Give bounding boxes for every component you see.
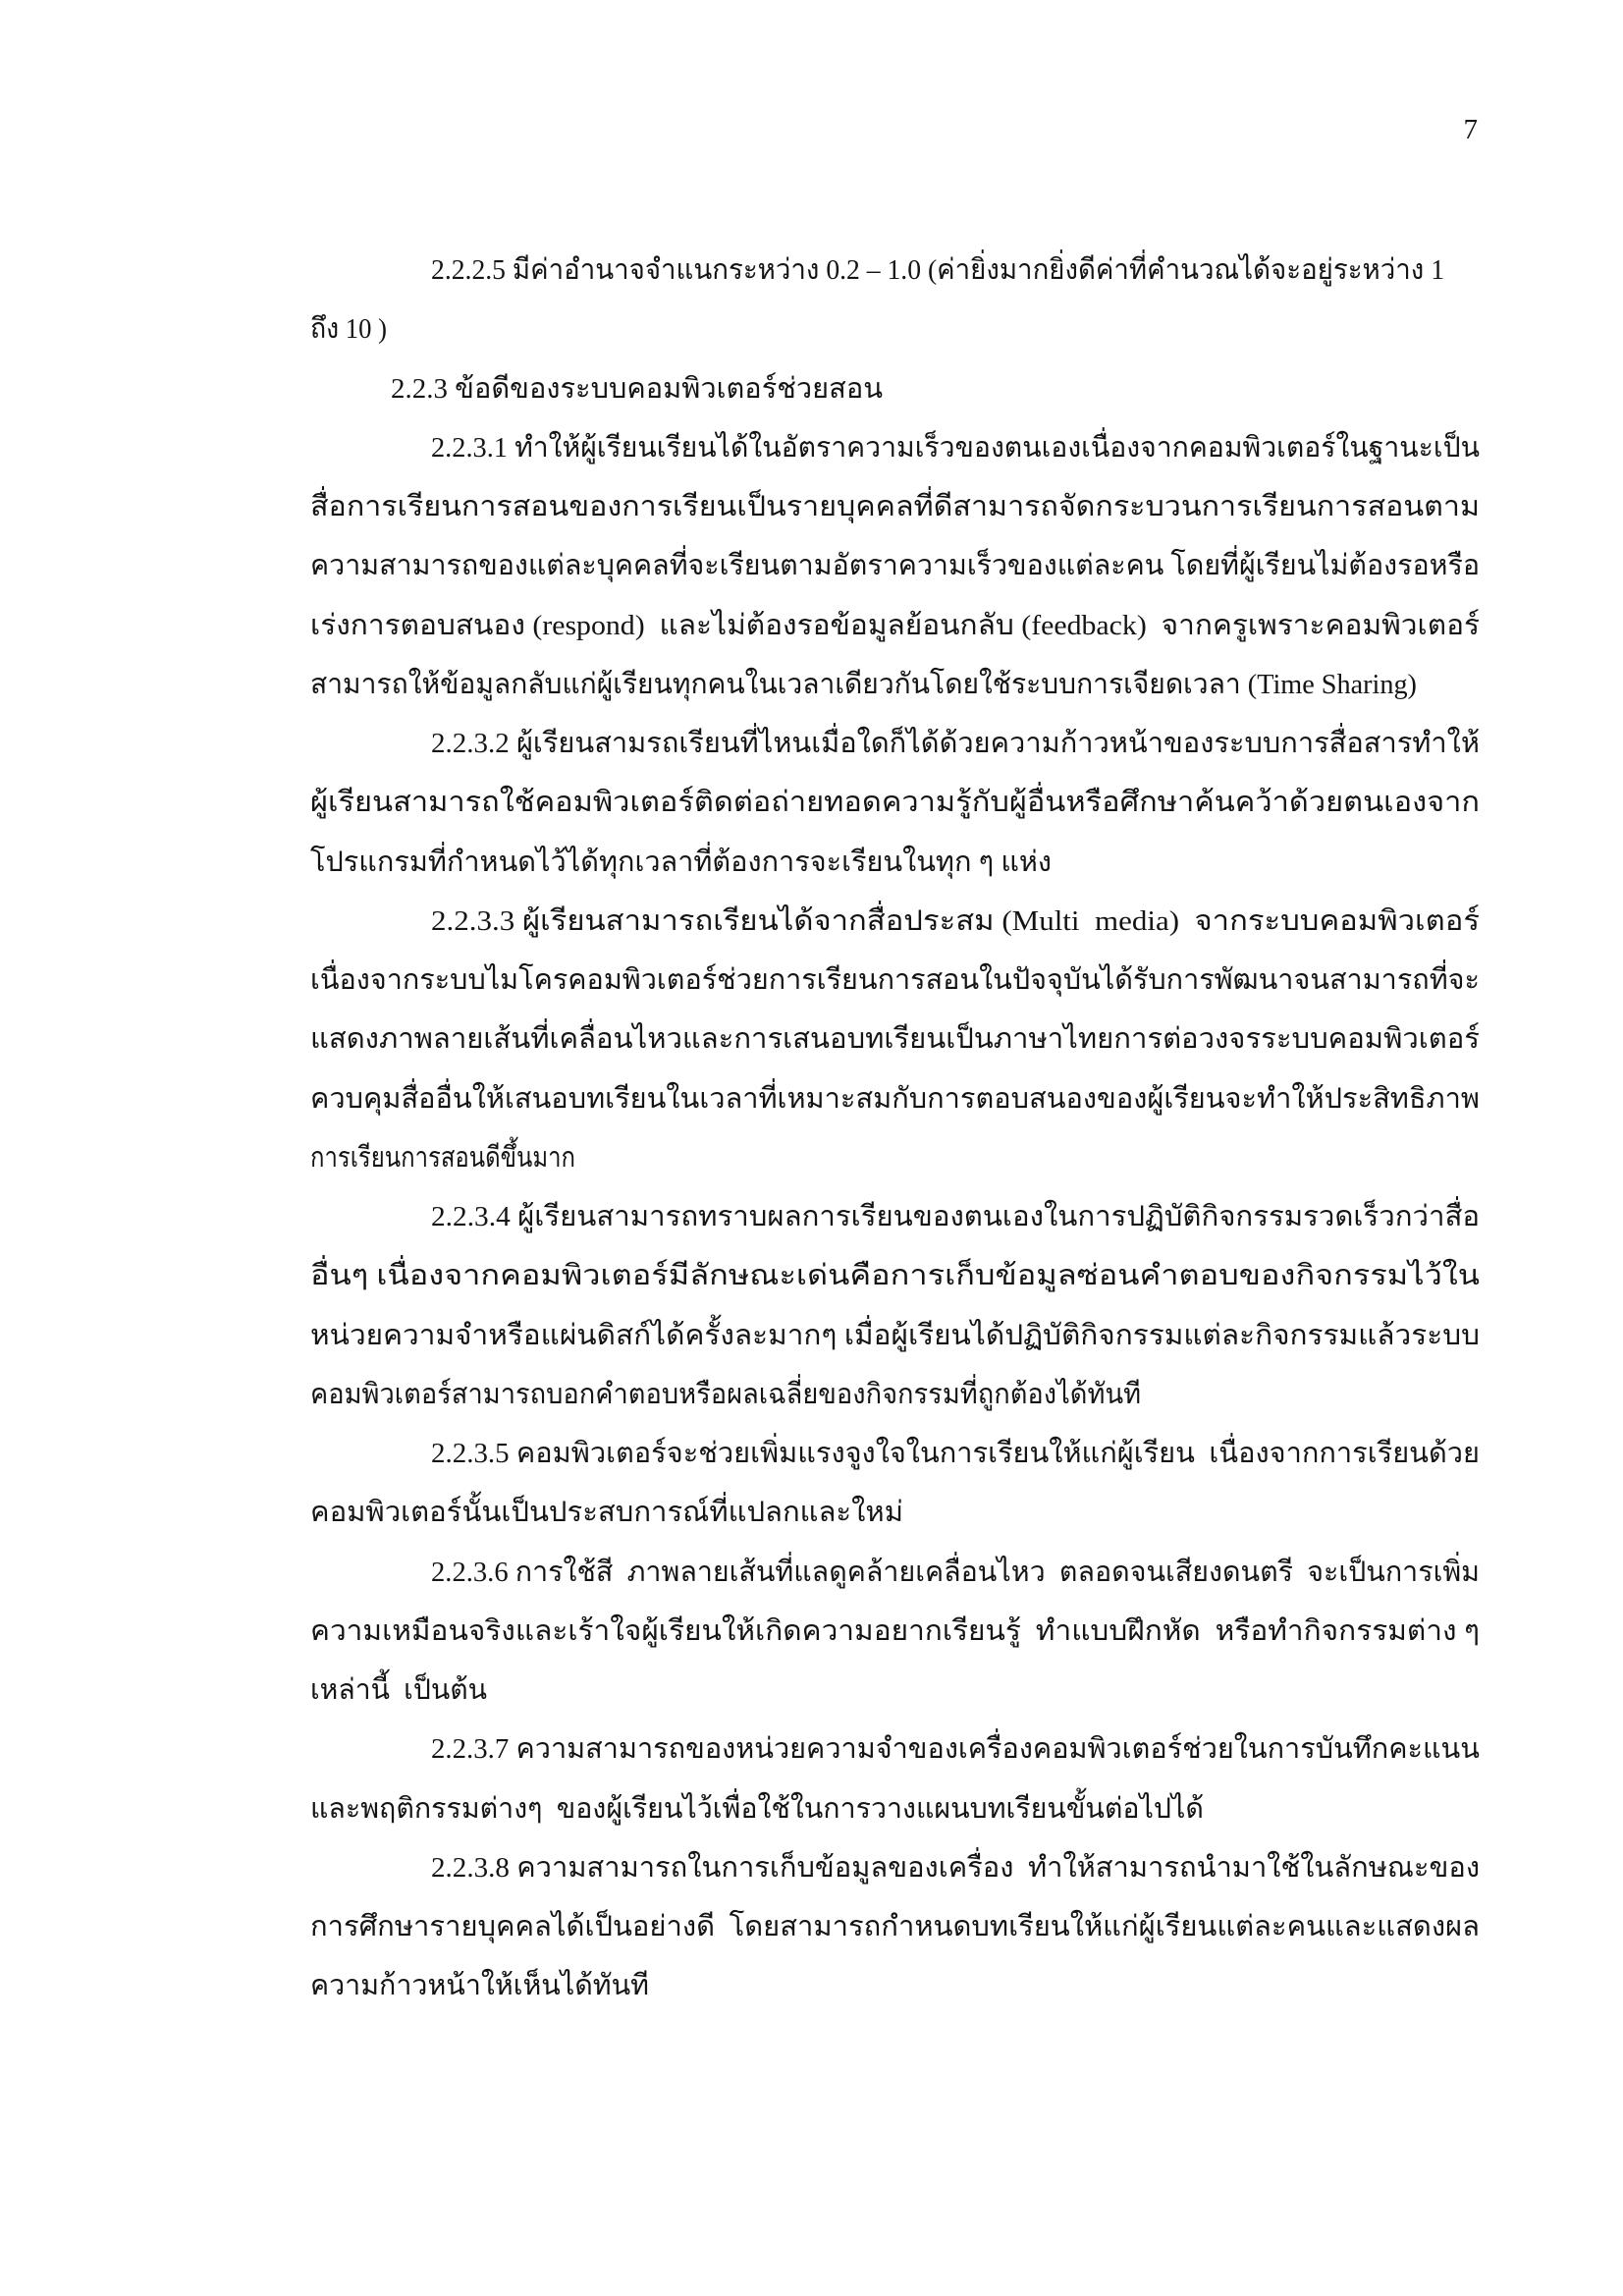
- text-line: สามารถให้ข้อมูลกลับแก่ผู้เรียนทุกคนในเวลาเดียวกันโดยใช้ระบบการเจียดเวลา (Time Sharing): [310, 669, 1417, 700]
- text-line: ความก้าวหน้าให้เห็นได้ทันที: [310, 1970, 650, 2001]
- text-line: ควบคุมสื่ออื่นให้เสนอบทเรียนในเวลาที่เหมาะสมกับการตอบสนองของผู้เรียนจะทำให้ประสิทธิภาพ: [310, 1083, 1480, 1115]
- text-line: 2.2.3.6 การใช้สี ภาพลายเส้นที่แลดูคล้ายเคลื่อนไหว ตลอดจนเสียงดนตรี จะเป็นการเพิ่ม: [431, 1557, 1481, 1588]
- text-line: และพฤติกรรมต่างๆ ของผู้เรียนไว้เพื่อใช้ในการวางแผนบทเรียนขั้นต่อไปได้: [310, 1793, 1204, 1825]
- page-number: 7: [1463, 114, 1478, 145]
- text-line: 2.2.3.2 ผู้เรียนสามรถเรียนที่ไหนเมื่อใดก็ได้ด้วยความก้าวหน้าของระบบการสื่อสารทำให้: [431, 728, 1480, 759]
- text-line: หน่วยความจำหรือแผ่นดิสก์ได้ครั้งละมากๆ เมื่อผู้เรียนได้ปฏิบัติกิจกรรมแต่ละกิจกรรมแล้วระบบ: [310, 1320, 1481, 1351]
- text-line: เร่งการตอบสนอง (respond) และไม่ต้องรอข้อมูลย้อนกลับ (feedback) จากครูเพราะคอมพิวเตอร์: [310, 610, 1481, 641]
- text-line: 2.2.3.1 ทำให้ผู้เรียนเรียนได้ในอัตราความเร็วของตนเองเนื่องจากคอมพิวเตอร์ในฐานะเป็น: [431, 432, 1480, 464]
- text-line: 2.2.3.5 คอมพิวเตอร์จะช่วยเพิ่มแรงจูงใจในการเรียนให้แก่ผู้เรียน เนื่องจากการเรียนด้วย: [431, 1438, 1481, 1469]
- text-line: ผู้เรียนสามารถใช้คอมพิวเตอร์ติดต่อถ่ายทอดความรู้กับผู้อื่นหรือศึกษาค้นคว้าด้วยตนเองจาก: [310, 787, 1480, 818]
- text-line: ความสามารถของแต่ละบุคคลที่จะเรียนตามอัตราความเร็วของแต่ละคน โดยที่ผู้เรียนไม่ต้องรอหรือ: [310, 550, 1481, 581]
- text-line: เนื่องจากระบบไมโครคอมพิวเตอร์ช่วยการเรียนการสอนในปัจจุบันได้รับการพัฒนาจนสามารถที่จะ: [310, 964, 1480, 996]
- text-line: คอมพิวเตอร์นั้นเป็นประสบการณ์ที่แปลกและใหม่: [310, 1497, 903, 1528]
- text-line: แสดงภาพลายเส้นที่เคลื่อนไหวและการเสนอบทเรียนเป็นภาษาไทยการต่อวงจรระบบคอมพิวเตอร์: [310, 1023, 1480, 1055]
- text-line: ความเหมือนจริงและเร้าใจผู้เรียนให้เกิดความอยากเรียนรู้ ทำแบบฝึกหัด หรือทำกิจกรรมต่าง ๆ: [310, 1615, 1480, 1647]
- text-line: 2.2.3.3 ผู้เรียนสามารถเรียนได้จากสื่อประสม (Multi media) จากระบบคอมพิวเตอร์: [431, 905, 1480, 937]
- text-line: การเรียนการสอนดีขึ้นมาก: [310, 1142, 575, 1174]
- text-line: การศึกษารายบุคคลได้เป็นอย่างดี โดยสามารถกำหนดบทเรียนให้แก่ผู้เรียนแต่ละคนและแสดงผล: [310, 1911, 1481, 1942]
- text-line: สื่อการเรียนการสอนของการเรียนเป็นรายบุคคลที่ดีสามารถจัดกระบวนการเรียนการสอนตาม: [310, 491, 1481, 522]
- text-line: เหล่านี้ เป็นต้น: [310, 1674, 488, 1706]
- text-line: 2.2.3.8 ความสามารถในการเก็บข้อมูลของเครื่อง ทำให้สามารถนำมาใช้ในลักษณะของ: [431, 1852, 1481, 1884]
- text-line: โปรแกรมที่กำหนดไว้ได้ทุกเวลาที่ต้องการจะเรียนในทุก ๆ แห่ง: [310, 847, 1053, 878]
- text-line: ถึง 10 ): [310, 313, 387, 345]
- text-line: 2.2.2.5 มีค่าอำนาจจำแนกระหว่าง 0.2 – 1.0 (ค่ายิ่งมากยิ่งดีค่าที่คำนวณได้จะอยู่ระหว่าง 1: [431, 254, 1445, 286]
- text-line: อื่นๆ เนื่องจากคอมพิวเตอร์มีลักษณะเด่นคือการเก็บข้อมูลซ่อนคำตอบของกิจกรรมไว้ใน: [310, 1260, 1480, 1291]
- section-heading: 2.2.3 ข้อดีของระบบคอมพิวเตอร์ช่วยสอน: [391, 373, 884, 405]
- text-line: 2.2.3.7 ความสามารถของหน่วยความจำของเครื่องคอมพิวเตอร์ช่วยในการบันทึกคะแนน: [431, 1733, 1480, 1765]
- text-line: 2.2.3.4 ผู้เรียนสามารถทราบผลการเรียนของตนเองในการปฏิบัติกิจกรรมรวดเร็วกว่าสื่อ: [431, 1201, 1481, 1232]
- text-line: คอมพิวเตอร์สามารถบอกคำตอบหรือผลเฉลี่ยของกิจกรรมที่ถูกต้องได้ทันที: [310, 1379, 1142, 1410]
